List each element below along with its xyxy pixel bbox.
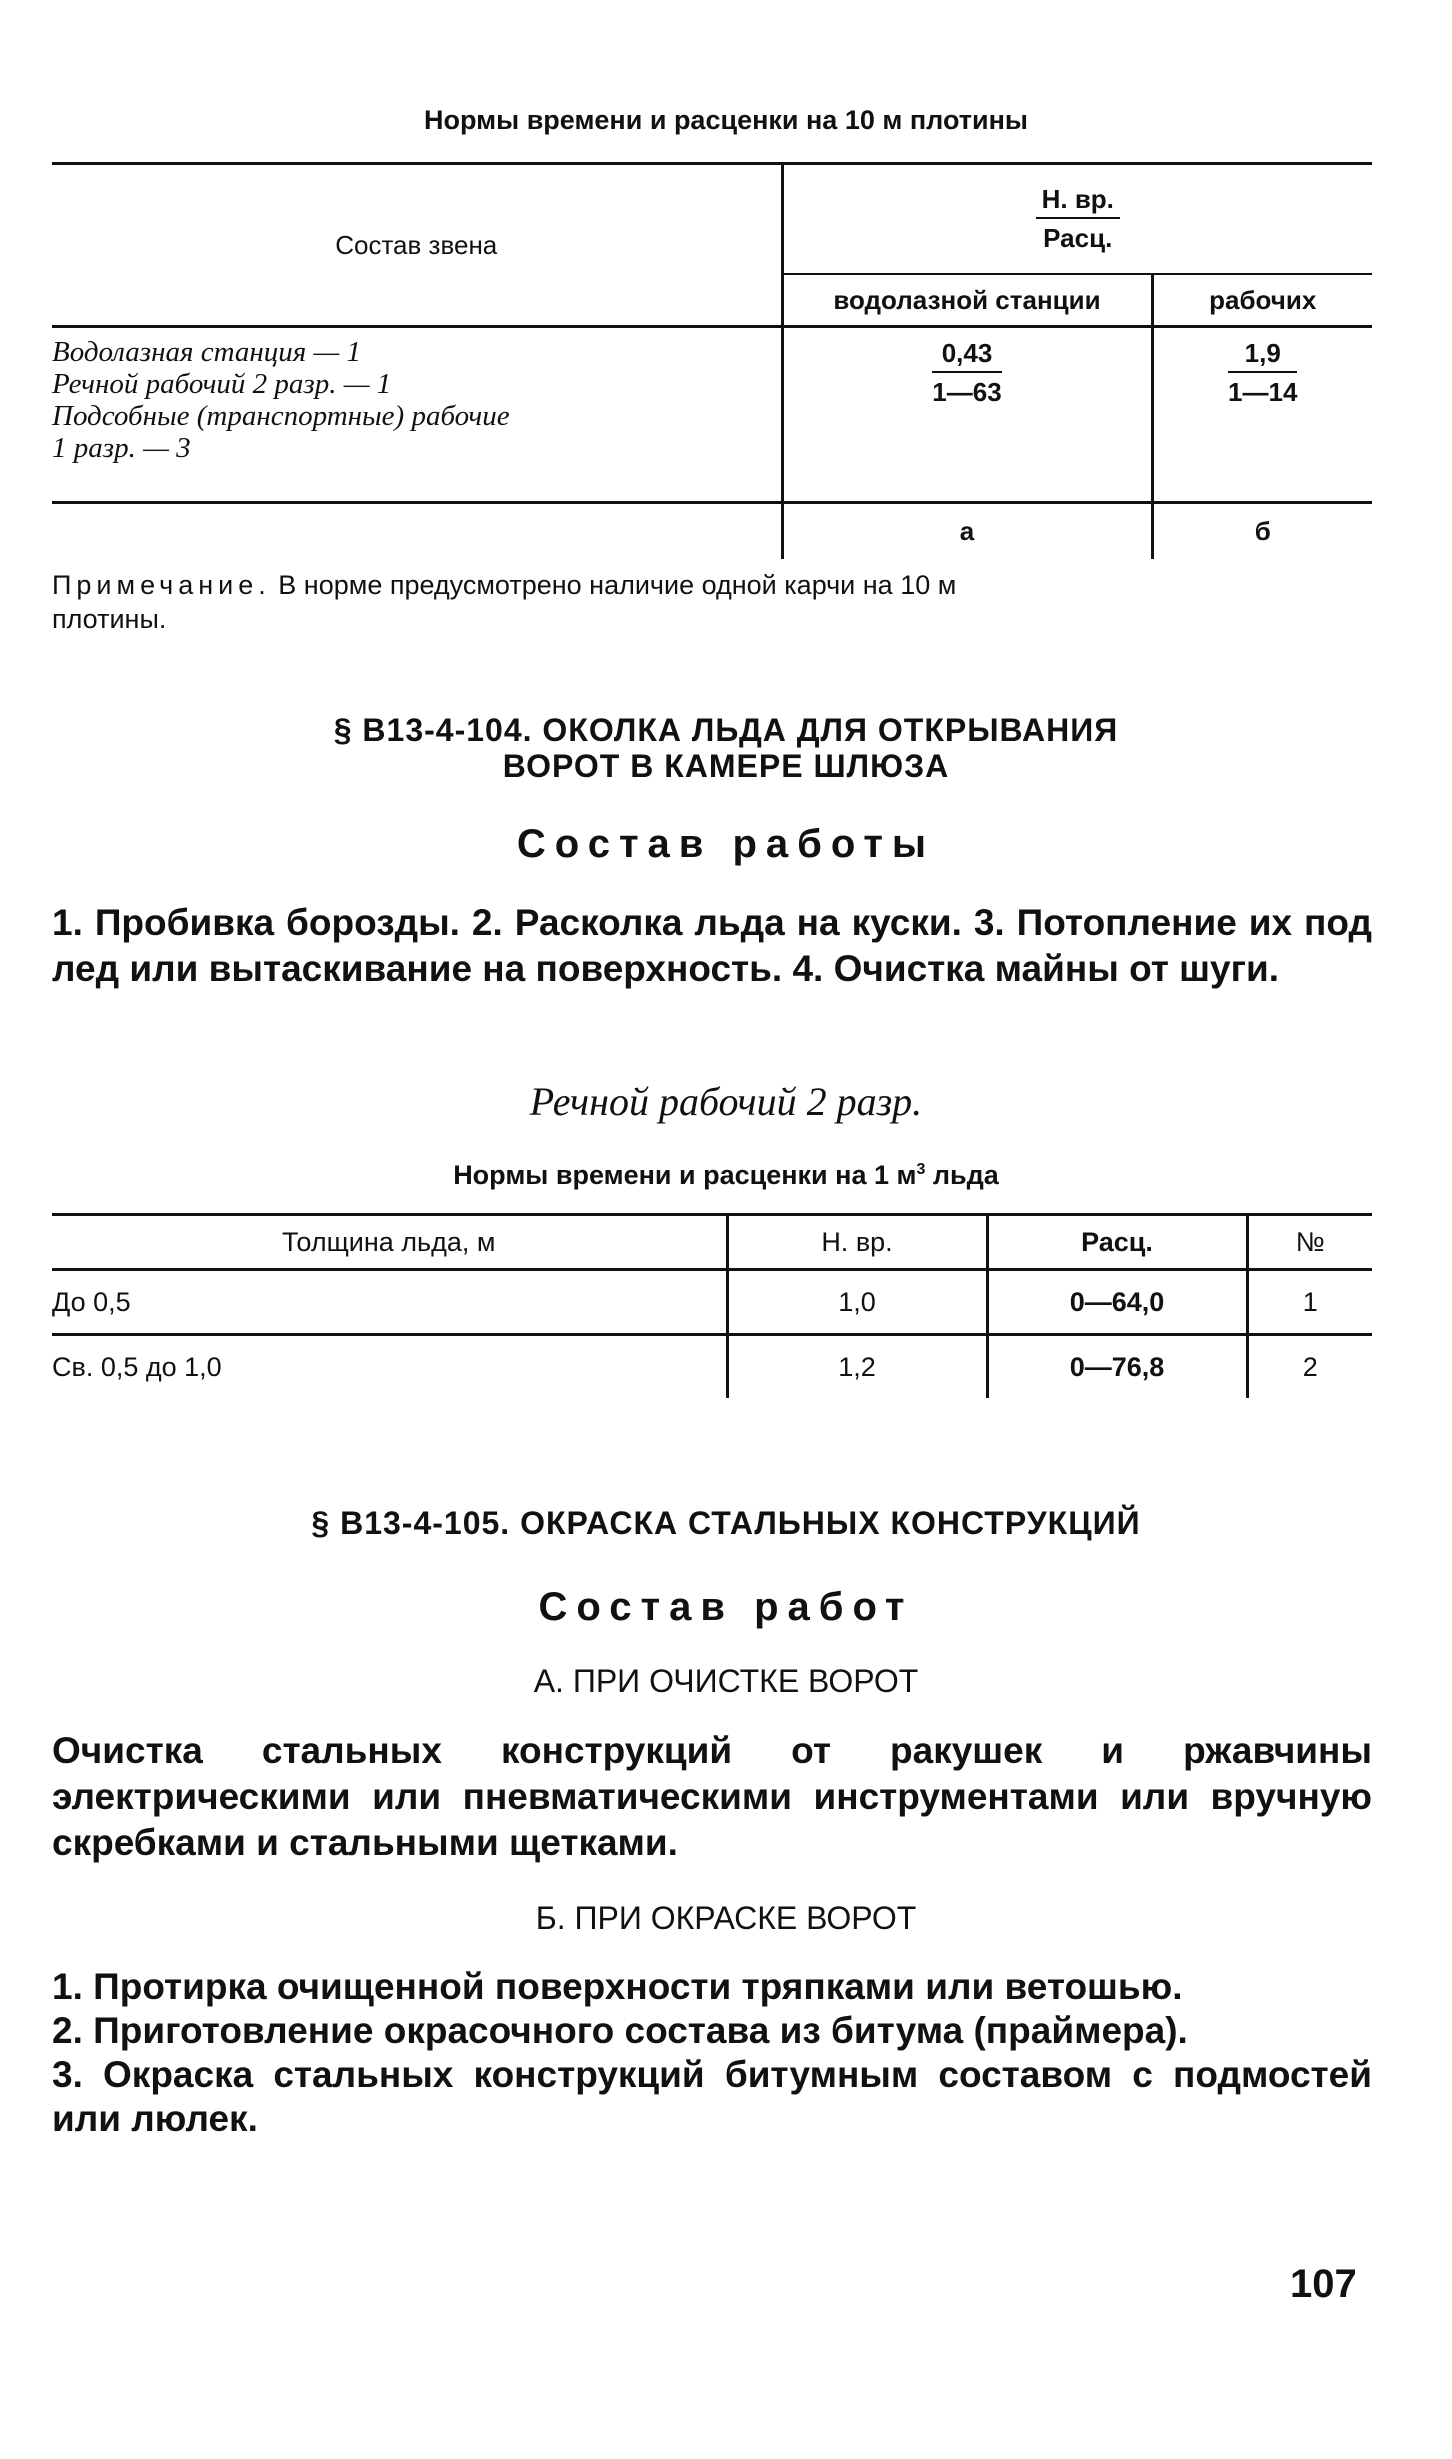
- caption-superscript: 3: [916, 1161, 926, 1178]
- table2-cell: 1: [1247, 1270, 1372, 1335]
- table2-cell: 2: [1247, 1335, 1372, 1399]
- text-a: Очистка стальных конструкций от ракушек и ржавчины электрическими или пневматическими инструментами или вручную скребками и стальными щетками.: [52, 1730, 1372, 1863]
- col-b-value: [1152, 327, 1372, 503]
- table2-header: Расц.: [987, 1215, 1247, 1270]
- subheading-a: А. ПРИ ОЧИСТКЕ ВОРОТ: [533, 1663, 919, 1699]
- text-b-line: 3. Окраска стальных конструкций битумным составом с подмостей или люлек.: [52, 2054, 1372, 2139]
- header-crew: Состав звена: [335, 229, 498, 260]
- section-title-line: ВОРОТ В КАМЕРЕ ШЛЮЗА: [502, 748, 950, 784]
- page-number: 107: [1290, 2262, 1357, 2306]
- col-b-letter: б: [1152, 503, 1372, 560]
- caption-text: Нормы времени и расценки на 1 м: [453, 1160, 917, 1190]
- col-b-header: рабочих: [1152, 274, 1372, 327]
- text-b-line: 2. Приготовление окрасочного состава из битума (праймера).: [52, 2010, 1188, 2051]
- crew-cell: [52, 327, 782, 503]
- note-text-cont: плотины.: [52, 604, 167, 634]
- table2-cell: До 0,5: [52, 1286, 131, 1317]
- header-norm-cell: [782, 164, 1372, 275]
- col-a-rate: 1—63: [932, 377, 1002, 407]
- table1-note: [52, 568, 1372, 636]
- table1-caption: Нормы времени и расценки на 10 м плотины: [424, 105, 1028, 135]
- crew-line: Водолазная станция — 1: [52, 336, 362, 368]
- col-a-norm: 0,43: [932, 338, 1001, 373]
- table2-cell: 1,0: [727, 1270, 987, 1335]
- crew-norms-table: [52, 162, 1372, 559]
- crew-line: Речной рабочий 2 разр. — 1: [52, 368, 392, 400]
- note-text: В норме предусмотрено наличие одной карчи на 10 м: [278, 570, 957, 600]
- col-b-norm: 1,9: [1228, 338, 1297, 373]
- subheading-b: Б. ПРИ ОКРАСКЕ ВОРОТ: [535, 1900, 917, 1936]
- worker-category: Речной рабочий 2 разр.: [529, 1079, 923, 1124]
- caption-text: льда: [925, 1160, 999, 1190]
- table2-header: №: [1247, 1215, 1372, 1270]
- header-norm: Н. вр.: [1036, 184, 1120, 219]
- table2-header: Толщина льда, м: [282, 1226, 496, 1257]
- work-composition-heading: Состав работы: [516, 822, 936, 866]
- table2-caption: [0, 1160, 1452, 1191]
- note-label: Примечание.: [52, 570, 271, 600]
- text-b-line: 1. Протирка очищенной поверхности тряпками или ветошью.: [52, 1966, 1183, 2007]
- section-105-title: § В13-4-105. ОКРАСКА СТАЛЬНЫХ КОНСТРУКЦИЙ: [311, 1505, 1141, 1541]
- table2-cell: 0—64,0: [987, 1270, 1247, 1335]
- table2-cell: 0—76,8: [987, 1335, 1247, 1399]
- col-a-letter: а: [782, 503, 1152, 560]
- table2-header: Н. вр.: [727, 1215, 987, 1270]
- col-a-value: [782, 327, 1152, 503]
- crew-line: Подсобные (транспортные) рабочие: [52, 400, 510, 432]
- work-composition-heading: Состав работ: [538, 1585, 914, 1629]
- section-title-line: § В13-4-104. ОКОЛКА ЛЬДА ДЛЯ ОТКРЫВАНИЯ: [333, 712, 1119, 748]
- col-a-header: водолазной станции: [782, 274, 1152, 327]
- table2-cell: 1,2: [727, 1335, 987, 1399]
- header-rate: Расц.: [1043, 223, 1113, 253]
- table-row: [52, 1335, 1372, 1399]
- crew-line: 1 разр. — 3: [52, 432, 191, 464]
- section-104-title: [0, 712, 1452, 784]
- table-row: [52, 1270, 1372, 1335]
- header-crew-cell: [52, 164, 782, 327]
- text-b: [52, 1965, 1372, 2141]
- table2-cell: Св. 0,5 до 1,0: [52, 1351, 222, 1382]
- ice-norms-table: [52, 1213, 1372, 1398]
- work-composition-text: 1. Пробивка борозды. 2. Расколка льда на куски. 3. Потопление их под лед или вытаскивание на поверхность. 4. Очистка майны от шуги.: [52, 902, 1372, 989]
- col-b-rate: 1—14: [1228, 377, 1298, 407]
